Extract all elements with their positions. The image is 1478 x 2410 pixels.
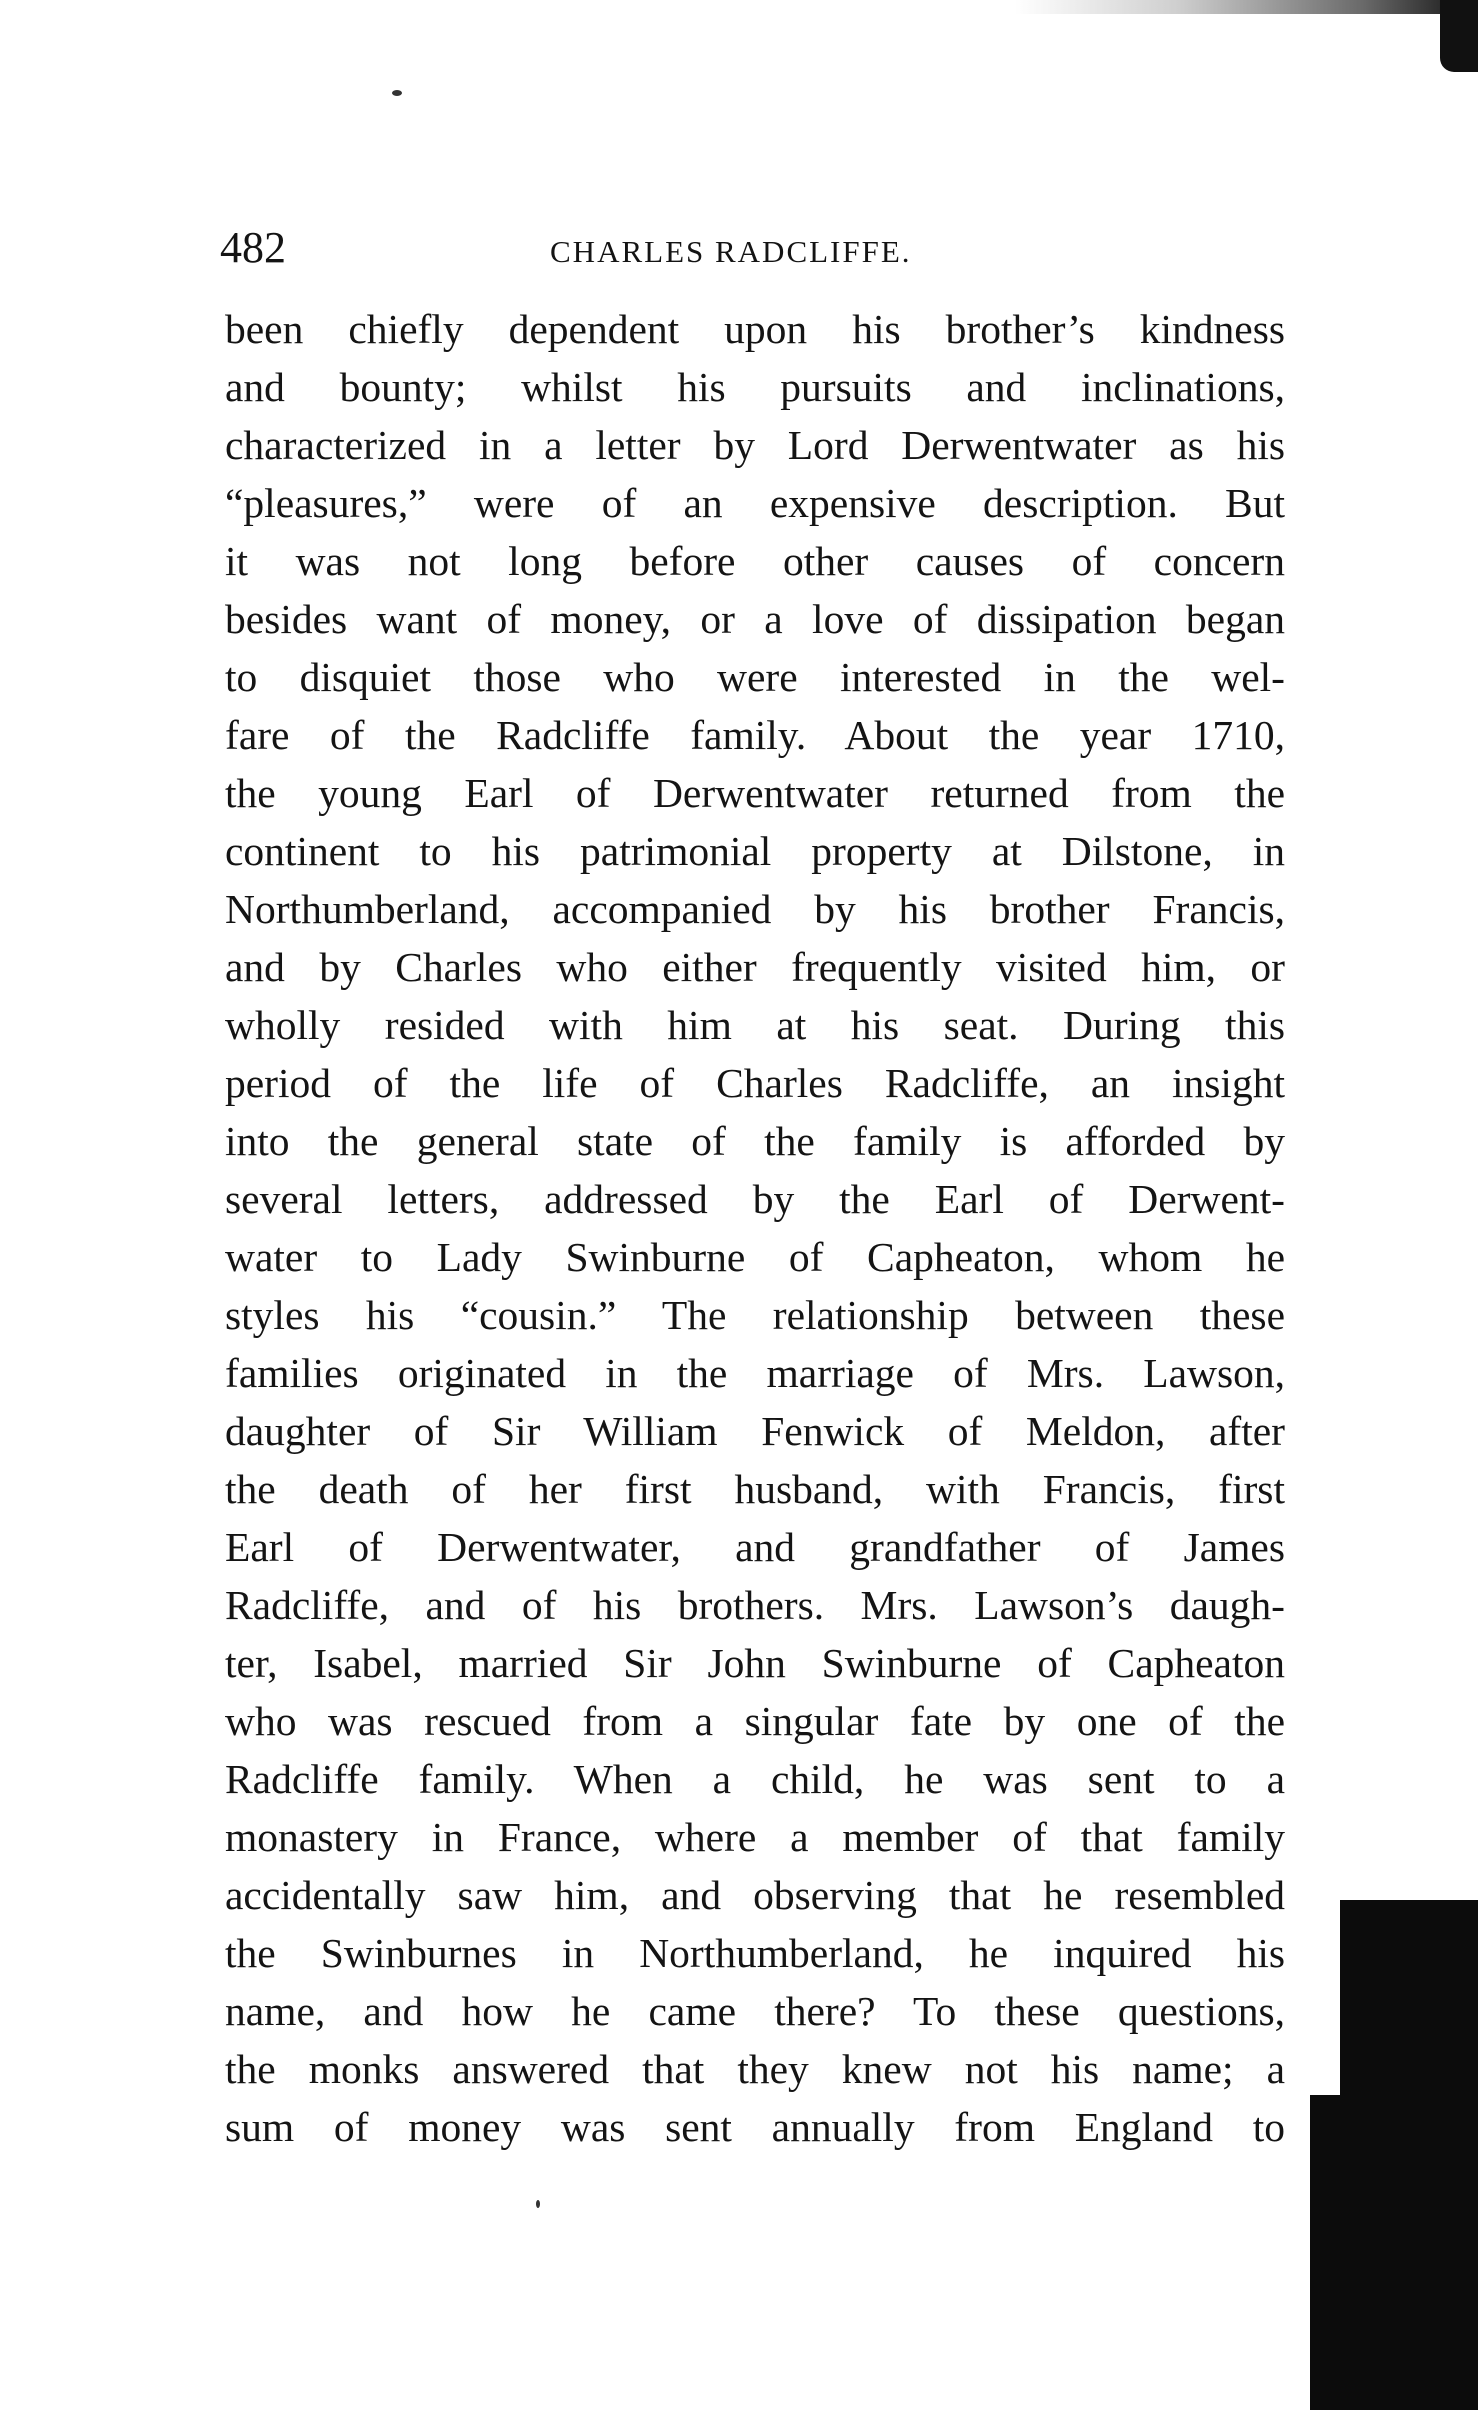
text-line: families originated in the marriage of Mrs. Lawson, bbox=[225, 1350, 1285, 1396]
text-line: Radcliffe family. When a child, he was sent to a bbox=[225, 1756, 1285, 1802]
text-line: the monks answered that they knew not his name; a bbox=[225, 2046, 1285, 2092]
scan-speck bbox=[392, 90, 402, 96]
text-line: accidentally saw him, and observing that he resembled bbox=[225, 1872, 1285, 1918]
text-line: continent to his patrimonial property at Dilstone, in bbox=[225, 828, 1285, 874]
running-title: CHARLES RADCLIFFE. bbox=[550, 234, 912, 269]
running-head bbox=[220, 218, 1280, 278]
text-line: wholly resided with him at his seat. During this bbox=[225, 1002, 1285, 1048]
text-line: to disquiet those who were interested in the wel- bbox=[225, 654, 1285, 700]
text-line: period of the life of Charles Radcliffe, an insight bbox=[225, 1060, 1285, 1106]
text-line: ter, Isabel, married Sir John Swinburne of Capheaton bbox=[225, 1640, 1285, 1686]
text-line: Earl of Derwentwater, and grandfather of James bbox=[225, 1524, 1285, 1570]
page-number: 482 bbox=[220, 223, 286, 272]
text-line: the Swinburnes in Northumberland, he inquired his bbox=[225, 1930, 1285, 1976]
scan-shadow-corner bbox=[1440, 0, 1478, 72]
text-line: styles his “cousin.” The relationship between these bbox=[225, 1292, 1285, 1338]
text-line: Radcliffe, and of his brothers. Mrs. Lawson’s daugh- bbox=[225, 1582, 1285, 1628]
text-line: daughter of Sir William Fenwick of Meldon, after bbox=[225, 1408, 1285, 1454]
text-line: water to Lady Swinburne of Capheaton, whom he bbox=[225, 1234, 1285, 1280]
scan-speck bbox=[536, 2200, 540, 2208]
text-line: monastery in France, where a member of that family bbox=[225, 1814, 1285, 1860]
text-line: and by Charles who either frequently visited him, or bbox=[225, 944, 1285, 990]
text-line: “pleasures,” were of an expensive description. But bbox=[225, 480, 1285, 526]
text-line: the death of her first husband, with Francis, first bbox=[225, 1466, 1285, 1512]
text-line: besides want of money, or a love of dissipation began bbox=[225, 596, 1285, 642]
text-line: several letters, addressed by the Earl of Derwent- bbox=[225, 1176, 1285, 1222]
text-line: the young Earl of Derwentwater returned from the bbox=[225, 770, 1285, 816]
text-line: characterized in a letter by Lord Derwentwater as his bbox=[225, 422, 1285, 468]
text-line: been chiefly dependent upon his brother’s kindness bbox=[225, 306, 1285, 352]
text-line: fare of the Radcliffe family. About the year 1710, bbox=[225, 712, 1285, 758]
text-line: into the general state of the family is afforded by bbox=[225, 1118, 1285, 1164]
text-line: sum of money was sent annually from England to bbox=[225, 2104, 1285, 2150]
text-line: Northumberland, accompanied by his brother Francis, bbox=[225, 886, 1285, 932]
text-line: and bounty; whilst his pursuits and inclinations, bbox=[225, 364, 1285, 410]
text-line: name, and how he came there? To these questions, bbox=[225, 1988, 1285, 2034]
text-line: it was not long before other causes of concern bbox=[225, 538, 1285, 584]
scan-shadow-right-edge bbox=[1340, 1900, 1478, 2410]
text-line: who was rescued from a singular fate by one of the bbox=[225, 1698, 1285, 1744]
scan-shadow-top bbox=[1015, 0, 1478, 14]
body-text bbox=[225, 300, 1285, 2156]
